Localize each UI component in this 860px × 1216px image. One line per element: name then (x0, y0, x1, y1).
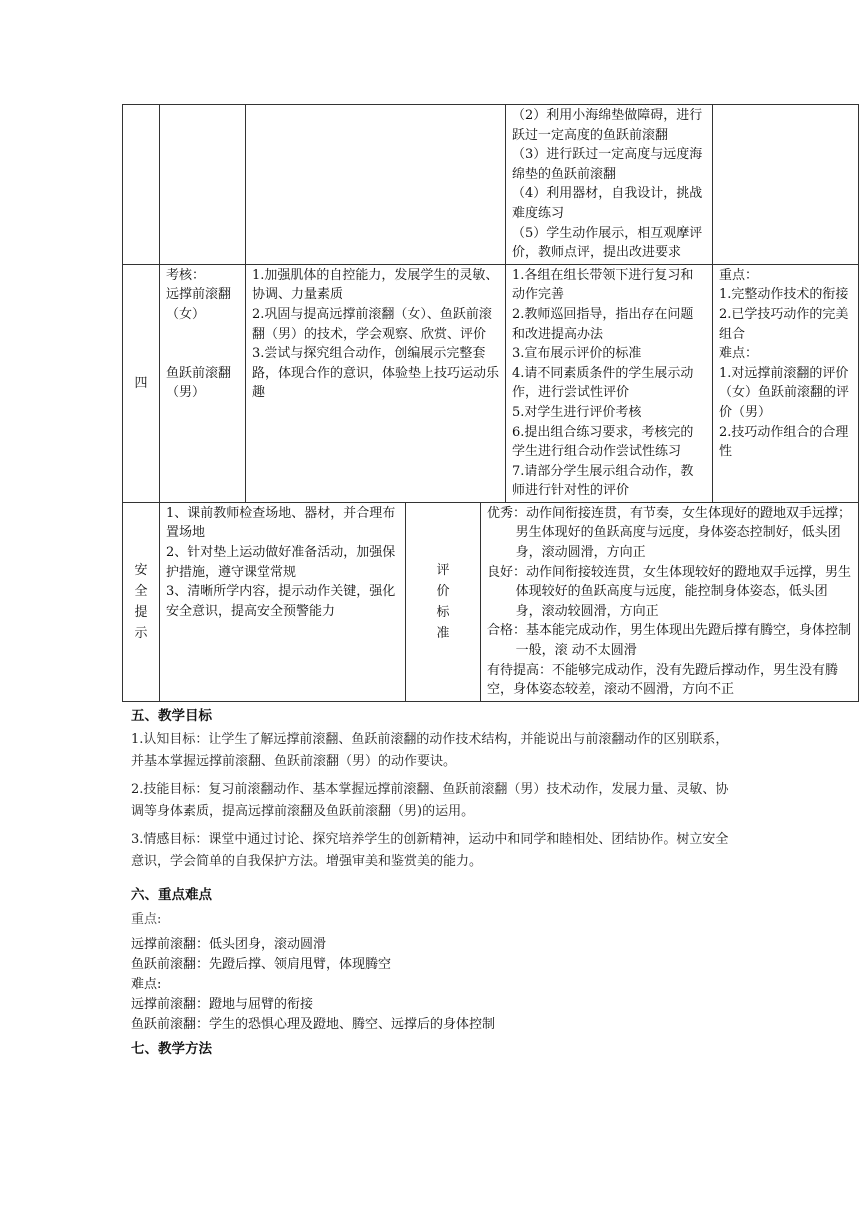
eval-needs-improvement: 有待提高：不能够完成动作，没有先蹬后撑动作，男生没有腾空，身体姿态较差，滚动不圆滑，方向不正 (487, 662, 839, 698)
cell-empty (246, 105, 506, 265)
safety-label: 安全提示 (123, 502, 160, 701)
evaluation-label: 评价标准 (406, 502, 481, 701)
key-point: 远撑前滚翻：低头团身，滚动圆滑 (131, 937, 327, 952)
row4-methods: 1.各组在组长带领下进行复习和动作完善 2.教师巡回指导，指出存在问题和改进提高办法 3.宣布展示评价的标准 4.请不同素质条件的学生展示动作，进行尝试性评价 5.对学生进行评价考核 6.提出组合练习要求，考核完的学生进行组合动作尝试性练习 7.请部分学生展示组合动作，教师进行针对性的评价 (506, 264, 713, 502)
row4-goals: 1.加强肌体的自控能力，发展学生的灵敏、协调、力量素质 2.巩固与提高远撑前滚翻（女）、鱼跃前滚翻（男）的技术，学会观察、欣赏、评价 3.尝试与探究组合动作，创编展示完整套路，体现合作的意识，体验垫上技巧运动乐趣 (246, 264, 506, 502)
table-row (123, 105, 859, 265)
evaluation-criteria (481, 502, 859, 701)
safety-tips: 1、课前教师检查场地、器材，并合理布置场地 2、针对垫上运动做好准备活动，加强保护措施，遵守课堂常规 3、清晰所学内容，提示动作关键，强化安全意识，提高安全预警能力 (160, 502, 406, 701)
difficulty-point: 鱼跃前滚翻：学生的恐惧心理及蹬地、腾空、远撑后的身体控制 (131, 1017, 496, 1032)
cell-empty (713, 105, 859, 265)
section-title: 六、重点难点 (131, 887, 212, 903)
table-row (123, 502, 859, 701)
section-title: 五、教学目标 (131, 708, 212, 724)
difficulty-label: 难点: (131, 977, 162, 992)
eval-pass: 合格：基本能完成动作，男生体现出先蹬后撑有腾空，身体控制一般，滚 动不太圆滑 (487, 623, 852, 659)
row3-methods: （2）利用小海绵垫做障碍，进行跃过一定高度的鱼跃前滚翻 （3）进行跃过一定高度与远度海绵垫的鱼跃前滚翻 （4）利用器材，自我设计，挑战难度练习 （5）学生动作展示，相互观摩评价，教师点评，提出改进要求 (506, 105, 713, 265)
paragraph: 1.认知目标：让学生了解远撑前滚翻、鱼跃前滚翻的动作技术结构，并能说出与前滚翻动作的区别联系，并基本掌握远撑前滚翻、鱼跃前滚翻（男）的动作要诀。 (131, 732, 729, 769)
row4-number: 四 (123, 264, 160, 502)
section-title: 七、教学方法 (131, 1041, 212, 1057)
eval-good: 良好：动作间衔接较连贯，女生体现较好的蹬地双手远撑，男生体现较好的鱼跃高度与远度，能控制身体姿态，低头团身，滚动较圆滑，方向正 (487, 564, 852, 619)
cell-empty (123, 105, 160, 265)
paragraph: 2.技能目标：复习前滚翻动作、基本掌握远撑前滚翻、鱼跃前滚翻（男）技术动作，发展力量、灵敏、协调等身体素质，提高远撑前滚翻及鱼跃前滚翻（男)的运用。 (131, 782, 729, 819)
row4-keypoints: 重点： 1.完整动作技术的衔接 2.已学技巧动作的完美组合 难点： 1.对远撑前滚翻的评价（女）鱼跃前滚翻的评价（男） 2.技巧动作组合的合理性 (713, 264, 859, 502)
difficulty-point: 远撑前滚翻：蹬地与屈臂的衔接 (131, 997, 314, 1012)
eval-excellent: 优秀：动作间衔接连贯，有节奏，女生体现好的蹬地双手远撑；男生体现好的鱼跃高度与远度，身体姿态控制好，低头团身，滚动圆滑，方向正 (487, 505, 852, 561)
key-point: 鱼跃前滚翻：先蹬后撑、领肩甩臂，体现腾空 (131, 957, 392, 972)
cell-empty (160, 105, 246, 265)
lesson-plan-table (122, 104, 859, 702)
key-label: 重点: (131, 912, 162, 927)
table-row (123, 264, 859, 502)
paragraph: 3.情感目标：课堂中通过讨论、探究培养学生的创新精神，运动中和同学和睦相处、团结协作。树立安全意识，学会简单的自我保护方法。增强审美和鉴赏美的能力。 (131, 832, 729, 869)
row4-content: 考核： 远撑前滚翻（女） 鱼跃前滚翻（男） (160, 264, 246, 502)
